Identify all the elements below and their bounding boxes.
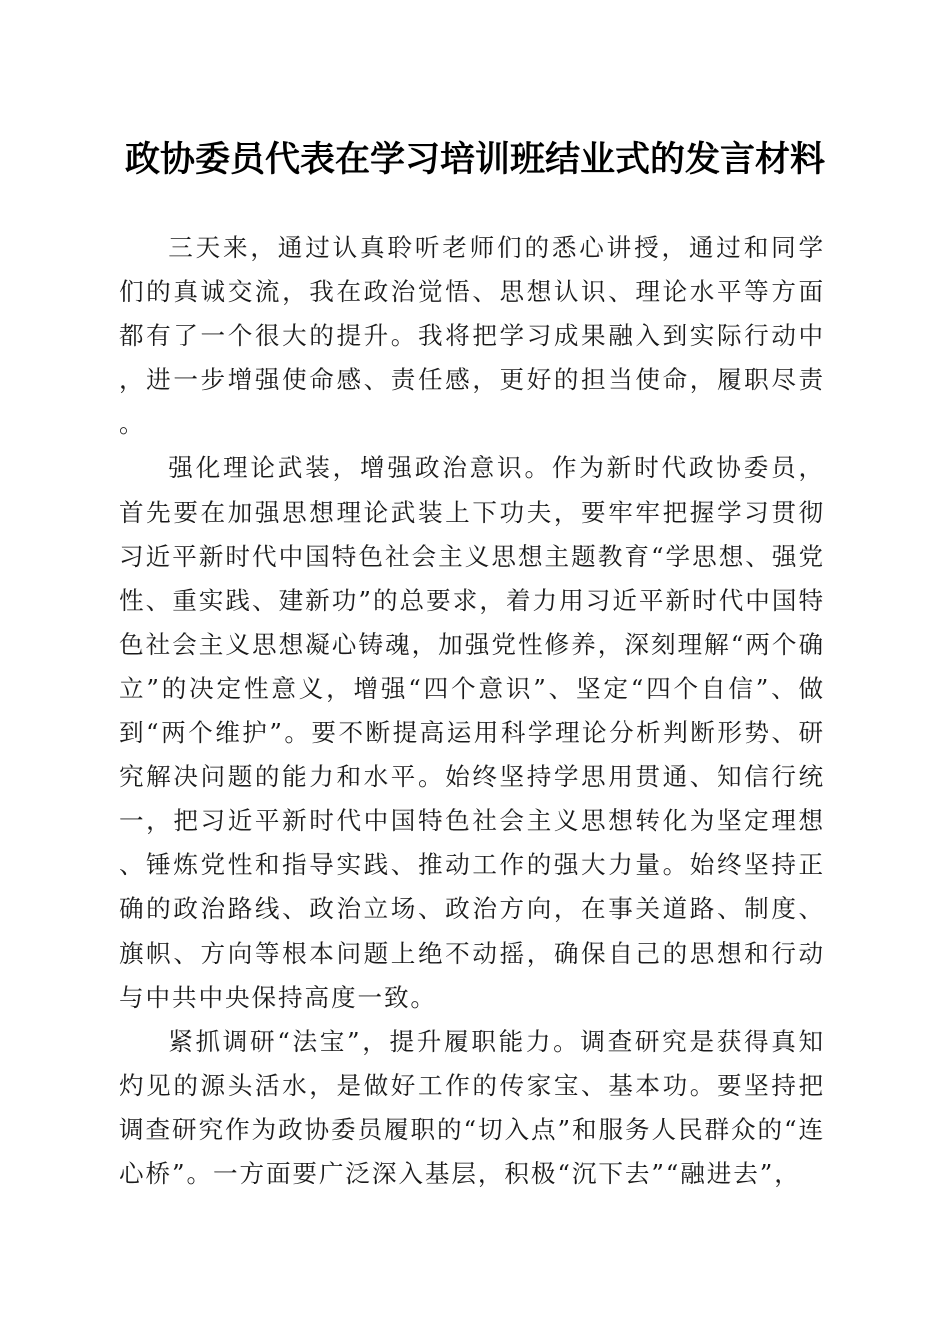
- paragraph-research: 紧抓调研“法宝”，提升履职能力。调查研究是获得真知灼见的源头活水，是做好工作的传家宝、基本功。要坚持把调查研究作为政协委员履职的“切入点”和服务人民群众的“连心桥”。一方面要广泛深入基层，积极“沉下去”“融进去”，: [119, 1026, 825, 1188]
- paragraph-theory: 强化理论武装，增强政治意识。作为新时代政协委员，首先要在加强思想理论武装上下功夫，要牢牢把握学习贯彻习近平新时代中国特色社会主义思想主题教育“学思想、强党性、重实践、建新功”的总要求，着力用习近平新时代中国特色社会主义思想凝心铸魂，加强党性修养，深刻理解“两个确立”的决定性意义，增强“四个意识”、坚定“四个自信”、做到“两个维护”。要不断提高运用科学理论分析判断形势、研究解决问题的能力和水平。始终坚持学思用贯通、知信行统一，把习近平新时代中国特色社会主义思想转化为坚定理想、锤炼党性和指导实践、推动工作的强大力量。始终坚持正确的政治路线、政治立场、政治方向，在事关道路、制度、旗帜、方向等根本问题上绝不动摇，确保自己的思想和行动与中共中央保持高度一致。: [119, 453, 825, 1012]
- paragraph-intro: 三天来，通过认真聆听老师们的悉心讲授，通过和同学们的真诚交流，我在政治觉悟、思想认识、理论水平等方面都有了一个很大的提升。我将把学习成果融入到实际行动中，进一步增强使命感、责任感，更好的担当使命，履职尽责。: [119, 233, 825, 439]
- document-body: [119, 226, 825, 1196]
- document-title: 政协委员代表在学习培训班结业式的发言材料: [124, 139, 825, 180]
